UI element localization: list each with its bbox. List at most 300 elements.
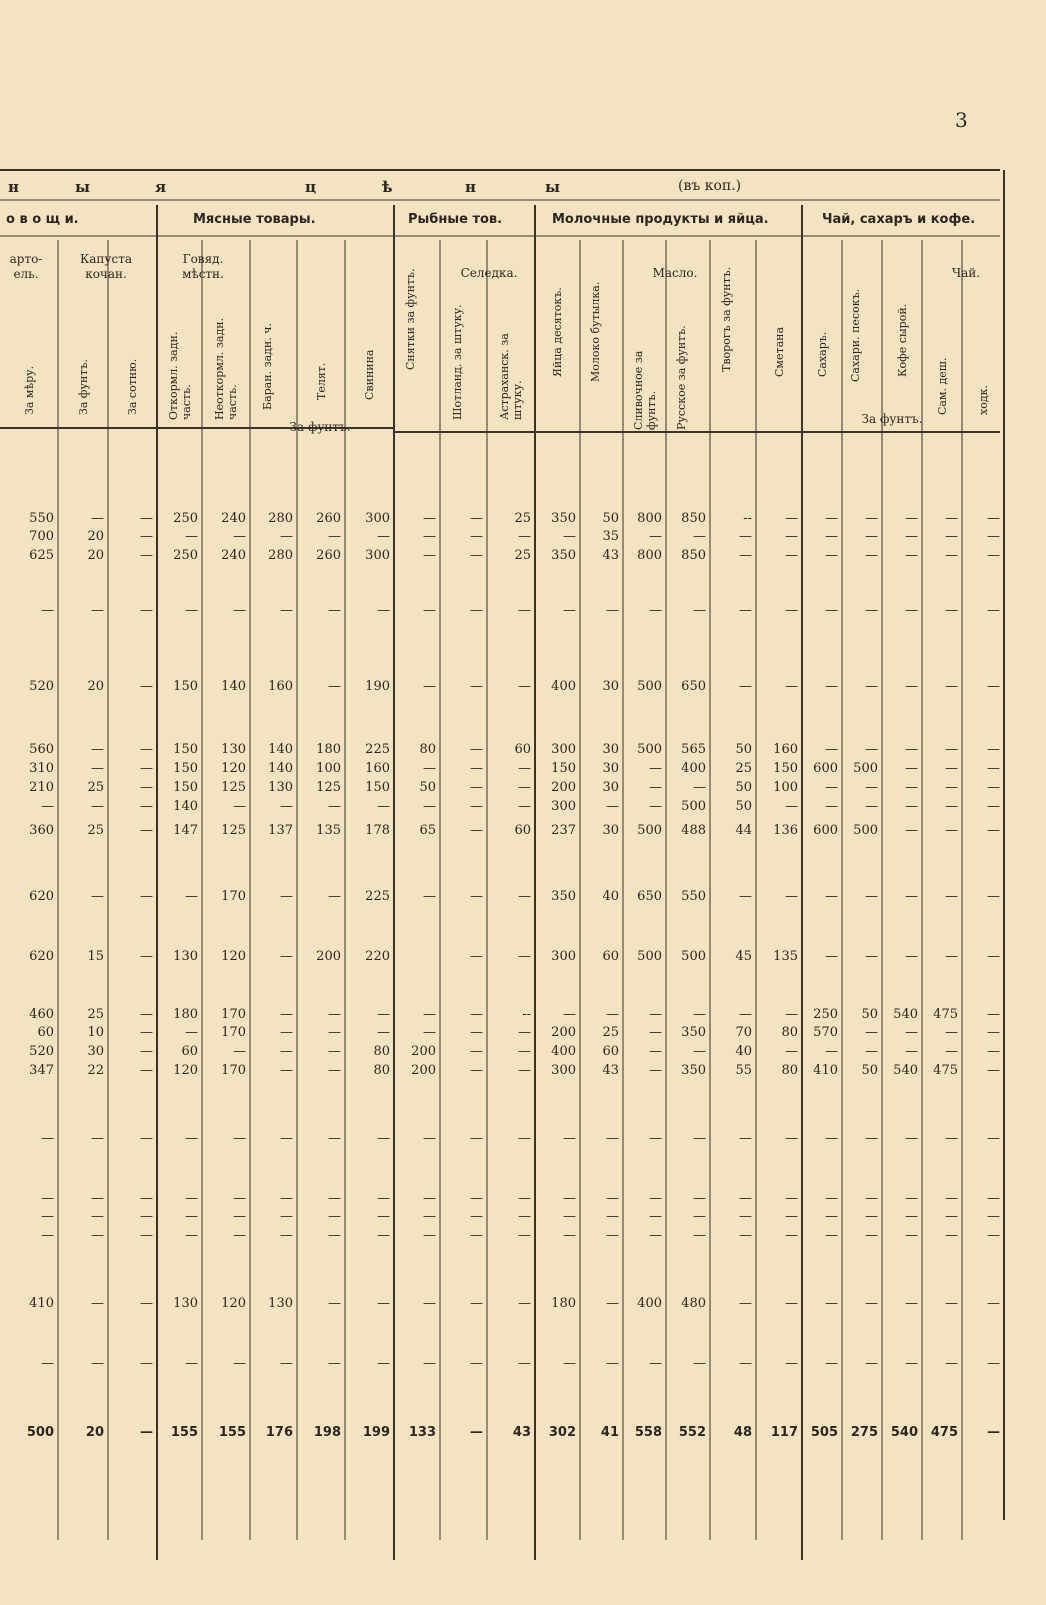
group-fish: Рыбные тов.: [408, 212, 503, 227]
table-cell: —: [233, 1228, 246, 1243]
table-cell: —: [470, 548, 483, 563]
table-cell: —: [606, 1209, 619, 1224]
table-cell: —: [328, 1209, 341, 1224]
table-cell: 800: [637, 511, 662, 526]
column-header: За сотню.: [126, 358, 139, 415]
table-cell: 500: [681, 949, 706, 964]
table-cell: —: [140, 799, 153, 814]
table-cell: —: [785, 603, 798, 618]
table-cell: 650: [681, 679, 706, 694]
table-cell: —: [423, 761, 436, 776]
table-cell: —: [905, 799, 918, 814]
table-cell: 650: [637, 889, 662, 904]
table-cell: 620: [29, 949, 54, 964]
table-cell: —: [470, 949, 483, 964]
table-cell: 200: [316, 949, 341, 964]
unit-note: (въ коп.): [678, 178, 742, 194]
table-cell: —: [140, 1007, 153, 1022]
table-cell: —: [91, 1228, 104, 1243]
column-header: Сметана: [772, 326, 786, 377]
column-header: Снятки за фунтъ.: [404, 268, 417, 370]
table-cell: —: [865, 1356, 878, 1371]
table-cell: —: [945, 679, 958, 694]
table-cell: 500: [853, 761, 878, 776]
table-cell: —: [423, 889, 436, 904]
table-cell: —: [518, 679, 531, 694]
table-cell: —: [140, 1191, 153, 1206]
total-cell: 275: [850, 1425, 878, 1440]
table-cell: —: [518, 1228, 531, 1243]
table-cell: —: [987, 1356, 1000, 1371]
table-cell: 210: [29, 780, 54, 795]
table-cell: 20: [87, 529, 104, 544]
table-cell: 700: [29, 529, 54, 544]
table-cell: 160: [268, 679, 293, 694]
table-cell: —: [470, 823, 483, 838]
table-cell: 160: [773, 742, 798, 757]
title-letter: н: [8, 178, 21, 196]
table-cell: 180: [551, 1296, 576, 1311]
table-cell: 50: [861, 1063, 878, 1078]
table-cell: —: [233, 529, 246, 544]
table-cell: 520: [29, 1044, 54, 1059]
table-cell: —: [328, 1296, 341, 1311]
table-cell: 80: [373, 1044, 390, 1059]
table-cell: —: [987, 1044, 1000, 1059]
table-cell: —: [140, 949, 153, 964]
table-cell: 130: [268, 780, 293, 795]
table-cell: —: [905, 761, 918, 776]
table-cell: —: [865, 1191, 878, 1206]
table-cell: —: [987, 603, 1000, 618]
table-cell: 400: [681, 761, 706, 776]
subheader-potato: арто- ель.: [9, 252, 43, 281]
table-cell: 350: [551, 511, 576, 526]
table-cell: 80: [419, 742, 436, 757]
total-cell: 133: [408, 1425, 436, 1440]
table-cell: 600: [813, 823, 838, 838]
table-cell: —: [825, 603, 838, 618]
table-cell: 25: [735, 761, 752, 776]
table-cell: —: [91, 511, 104, 526]
table-cell: —: [91, 603, 104, 618]
table-cell: —: [785, 1191, 798, 1206]
title-letter: ц: [305, 178, 319, 196]
table-cell: 170: [221, 1007, 246, 1022]
table-cell: 260: [316, 548, 341, 563]
table-cell: 250: [173, 511, 198, 526]
table-cell: 250: [813, 1007, 838, 1022]
table-cell: —: [423, 679, 436, 694]
table-cell: —: [606, 1296, 619, 1311]
table-cell: 30: [602, 679, 619, 694]
table-cell: —: [470, 679, 483, 694]
table-cell: —: [280, 1209, 293, 1224]
column-header: Молоко бутылка.: [588, 281, 602, 382]
table-cell: —: [423, 1296, 436, 1311]
table-cell: —: [140, 603, 153, 618]
table-cell: —: [865, 1296, 878, 1311]
table-cell: —: [91, 1191, 104, 1206]
table-cell: —: [649, 1209, 662, 1224]
table-cell: —: [185, 1228, 198, 1243]
table-cell: —: [280, 1191, 293, 1206]
table-cell: 80: [373, 1063, 390, 1078]
table-cell: 625: [29, 548, 54, 563]
table-cell: 410: [813, 1063, 838, 1078]
table-cell: 44: [735, 823, 752, 838]
table-cell: —: [377, 1191, 390, 1206]
table-cell: 130: [268, 1296, 293, 1311]
table-cell: —: [825, 511, 838, 526]
table-cell: 350: [551, 548, 576, 563]
table-cell: —: [280, 1007, 293, 1022]
table-cell: —: [91, 1131, 104, 1146]
table-cell: —: [328, 889, 341, 904]
table-cell: —: [423, 1228, 436, 1243]
table-cell: —: [987, 529, 1000, 544]
table-cell: —: [518, 1356, 531, 1371]
table-cell: —: [140, 780, 153, 795]
table-cell: —: [423, 529, 436, 544]
table-cell: —: [328, 1191, 341, 1206]
column-header: Сливочное за фунтъ.: [631, 350, 658, 430]
table-cell: —: [865, 889, 878, 904]
table-cell: 70: [735, 1025, 752, 1040]
table-cell: 500: [681, 799, 706, 814]
table-cell: 170: [221, 889, 246, 904]
table-cell: 125: [221, 780, 246, 795]
column-header: Телят.: [314, 362, 328, 400]
table-cell: —: [905, 1296, 918, 1311]
column-header: Откормл. задн. часть.: [166, 331, 193, 420]
table-cell: —: [945, 511, 958, 526]
table-cell: —: [905, 742, 918, 757]
table-cell: 147: [173, 823, 198, 838]
table-cell: —: [693, 780, 706, 795]
table-cell: 130: [173, 1296, 198, 1311]
table-cell: —: [185, 1131, 198, 1146]
table-cell: —: [233, 603, 246, 618]
table-cell: —: [693, 1228, 706, 1243]
column-header: ходк.: [976, 385, 990, 415]
table-cell: —: [41, 603, 54, 618]
table-cell: —: [518, 799, 531, 814]
table-cell: —: [865, 511, 878, 526]
table-cell: 400: [551, 679, 576, 694]
table-cell: 300: [551, 799, 576, 814]
table-cell: —: [825, 799, 838, 814]
table-cell: —: [470, 889, 483, 904]
table-cell: —: [41, 1131, 54, 1146]
table-cell: 180: [173, 1007, 198, 1022]
table-cell: —: [518, 1025, 531, 1040]
table-cell: —: [328, 603, 341, 618]
table-cell: —: [785, 529, 798, 544]
total-cell: 48: [733, 1425, 752, 1440]
table-cell: 30: [602, 780, 619, 795]
table-cell: —: [423, 603, 436, 618]
table-cell: —: [140, 1228, 153, 1243]
table-cell: —: [905, 1191, 918, 1206]
table-cell: —: [865, 548, 878, 563]
title-letter: ѣ: [382, 178, 395, 196]
table-cell: —: [649, 799, 662, 814]
table-cell: —: [280, 799, 293, 814]
table-cell: 120: [173, 1063, 198, 1078]
table-cell: —: [945, 799, 958, 814]
table-cell: —: [140, 679, 153, 694]
table-cell: —: [140, 511, 153, 526]
table-cell: —: [377, 1007, 390, 1022]
table-cell: —: [649, 1063, 662, 1078]
table-cell: —: [865, 603, 878, 618]
table-cell: 100: [316, 761, 341, 776]
table-cell: —: [987, 1007, 1000, 1022]
table-cell: 560: [29, 742, 54, 757]
table-cell: —: [470, 1191, 483, 1206]
table-cell: 190: [365, 679, 390, 694]
table-cell: 150: [173, 679, 198, 694]
table-cell: —: [987, 1131, 1000, 1146]
table-cell: —: [328, 1025, 341, 1040]
table-cell: —: [905, 603, 918, 618]
table-cell: 500: [637, 742, 662, 757]
table-cell: 140: [173, 799, 198, 814]
table-cell: —: [825, 1296, 838, 1311]
table-cell: 60: [37, 1025, 54, 1040]
table-cell: 570: [813, 1025, 838, 1040]
table-cell: —: [563, 1356, 576, 1371]
total-cell: —: [140, 1425, 153, 1440]
table-cell: —: [905, 511, 918, 526]
table-cell: —: [280, 889, 293, 904]
table-cell: —: [649, 761, 662, 776]
table-cell: —: [693, 1044, 706, 1059]
table-cell: —: [185, 889, 198, 904]
table-cell: 50: [735, 799, 752, 814]
table-cell: —: [518, 1063, 531, 1078]
table-cell: 540: [893, 1063, 918, 1078]
table-cell: —: [140, 548, 153, 563]
table-cell: —: [377, 1296, 390, 1311]
table-cell: 360: [29, 823, 54, 838]
table-cell: 60: [514, 823, 531, 838]
table-cell: —: [233, 1209, 246, 1224]
table-cell: 43: [602, 1063, 619, 1078]
table-cell: —: [739, 1007, 752, 1022]
table-cell: —: [785, 548, 798, 563]
table-cell: —: [377, 1228, 390, 1243]
table-cell: 50: [602, 511, 619, 526]
table-cell: —: [987, 1228, 1000, 1243]
table-cell: —: [945, 949, 958, 964]
table-cell: 200: [551, 1025, 576, 1040]
table-cell: —: [328, 799, 341, 814]
table-cell: —: [470, 1063, 483, 1078]
table-cell: —: [825, 1044, 838, 1059]
table-cell: 80: [781, 1025, 798, 1040]
table-cell: —: [905, 1356, 918, 1371]
table-cell: 550: [29, 511, 54, 526]
table-cell: —: [825, 949, 838, 964]
total-cell: 41: [600, 1425, 619, 1440]
table-cell: 565: [681, 742, 706, 757]
table-cell: —: [905, 679, 918, 694]
table-cell: —: [987, 511, 1000, 526]
table-cell: —: [865, 742, 878, 757]
table-cell: 120: [221, 1296, 246, 1311]
table-cell: —: [563, 1007, 576, 1022]
table-cell: —: [785, 511, 798, 526]
table-cell: —: [649, 780, 662, 795]
table-cell: 135: [316, 823, 341, 838]
table-cell: —: [280, 949, 293, 964]
table-cell: 260: [316, 511, 341, 526]
table-cell: 850: [681, 548, 706, 563]
table-cell: 150: [551, 761, 576, 776]
table-cell: —: [518, 1209, 531, 1224]
table-cell: —: [649, 1228, 662, 1243]
table-cell: —: [987, 1063, 1000, 1078]
table-cell: —: [825, 1228, 838, 1243]
subheader-herring: Селедка.: [460, 266, 518, 280]
table-cell: 65: [419, 823, 436, 838]
table-cell: —: [140, 1209, 153, 1224]
table-cell: —: [785, 799, 798, 814]
table-cell: 100: [773, 780, 798, 795]
total-cell: 558: [634, 1425, 662, 1440]
table-cell: —: [41, 1356, 54, 1371]
table-cell: —: [518, 780, 531, 795]
table-cell: —: [825, 1191, 838, 1206]
table-cell: 400: [637, 1296, 662, 1311]
table-cell: —: [518, 949, 531, 964]
table-cell: 140: [268, 761, 293, 776]
table-cell: —: [518, 529, 531, 544]
table-cell: —: [905, 889, 918, 904]
table-cell: 240: [221, 511, 246, 526]
table-cell: —: [423, 1131, 436, 1146]
table-cell: 60: [514, 742, 531, 757]
table-cell: —: [739, 889, 752, 904]
total-cell: 155: [218, 1425, 246, 1440]
total-cell: 475: [930, 1425, 958, 1440]
table-cell: —: [280, 1063, 293, 1078]
table-cell: 600: [813, 761, 838, 776]
table-cell: —: [987, 761, 1000, 776]
table-cell: —: [945, 780, 958, 795]
table-cell: —: [470, 1044, 483, 1059]
table-cell: 30: [602, 823, 619, 838]
table-cell: —: [377, 1025, 390, 1040]
table-cell: 10: [87, 1025, 104, 1040]
table-cell: —: [905, 1131, 918, 1146]
table-cell: —: [649, 603, 662, 618]
table-cell: 137: [268, 823, 293, 838]
table-cell: —: [518, 889, 531, 904]
table-cell: —: [140, 1063, 153, 1078]
table-cell: 347: [29, 1063, 54, 1078]
table-cell: 25: [602, 1025, 619, 1040]
table-cell: —: [785, 1296, 798, 1311]
total-cell: 199: [362, 1425, 390, 1440]
table-cell: —: [280, 529, 293, 544]
table-cell: 25: [87, 780, 104, 795]
table-cell: —: [470, 1007, 483, 1022]
table-cell: —: [140, 1025, 153, 1040]
title-letter: ы: [75, 178, 93, 196]
table-cell: —: [140, 529, 153, 544]
table-cell: —: [518, 1131, 531, 1146]
table-cell: —: [865, 949, 878, 964]
table-cell: 550: [681, 889, 706, 904]
table-cell: 200: [551, 780, 576, 795]
table-cell: —: [905, 949, 918, 964]
table-cell: —: [606, 1228, 619, 1243]
table-cell: 500: [637, 949, 662, 964]
table-cell: —: [945, 1131, 958, 1146]
table-cell: —: [423, 1209, 436, 1224]
table-cell: 170: [221, 1025, 246, 1040]
table-cell: —: [945, 1356, 958, 1371]
table-cell: —: [739, 1296, 752, 1311]
table-cell: 800: [637, 548, 662, 563]
page-number: 3: [955, 108, 968, 132]
table-cell: 130: [173, 949, 198, 964]
table-cell: —: [905, 548, 918, 563]
table-cell: —: [518, 603, 531, 618]
table-cell: —: [905, 529, 918, 544]
table-cell: 55: [735, 1063, 752, 1078]
table-cell: —: [693, 1209, 706, 1224]
table-cell: 30: [87, 1044, 104, 1059]
table-cell: —: [825, 548, 838, 563]
table-cell: —: [140, 761, 153, 776]
column-header: Творогъ за фунтъ.: [720, 266, 733, 372]
table-cell: —: [865, 780, 878, 795]
table-cell: —: [739, 1131, 752, 1146]
table-cell: —: [987, 889, 1000, 904]
table-cell: —: [905, 1044, 918, 1059]
table-cell: —: [945, 761, 958, 776]
table-cell: 140: [221, 679, 246, 694]
table-cell: —: [328, 1044, 341, 1059]
table-cell: 520: [29, 679, 54, 694]
table-cell: 150: [173, 761, 198, 776]
table-cell: 280: [268, 511, 293, 526]
column-header: Свинина: [363, 349, 376, 400]
table-cell: —: [785, 1007, 798, 1022]
table-cell: —: [945, 1025, 958, 1040]
table-cell: 50: [861, 1007, 878, 1022]
table-cell: 225: [365, 742, 390, 757]
table-cell: —: [693, 603, 706, 618]
table-cell: 225: [365, 889, 390, 904]
table-cell: —: [945, 529, 958, 544]
group-tea: Чай, сахаръ и кофе.: [822, 212, 976, 227]
table-cell: 410: [29, 1296, 54, 1311]
table-cell: —: [739, 1191, 752, 1206]
table-cell: —: [423, 1191, 436, 1206]
table-cell: —: [649, 529, 662, 544]
table-cell: —: [91, 799, 104, 814]
table-cell: 25: [514, 511, 531, 526]
table-cell: 30: [602, 761, 619, 776]
table-cell: 60: [602, 1044, 619, 1059]
table-cell: —: [905, 1025, 918, 1040]
table-cell: —: [825, 679, 838, 694]
